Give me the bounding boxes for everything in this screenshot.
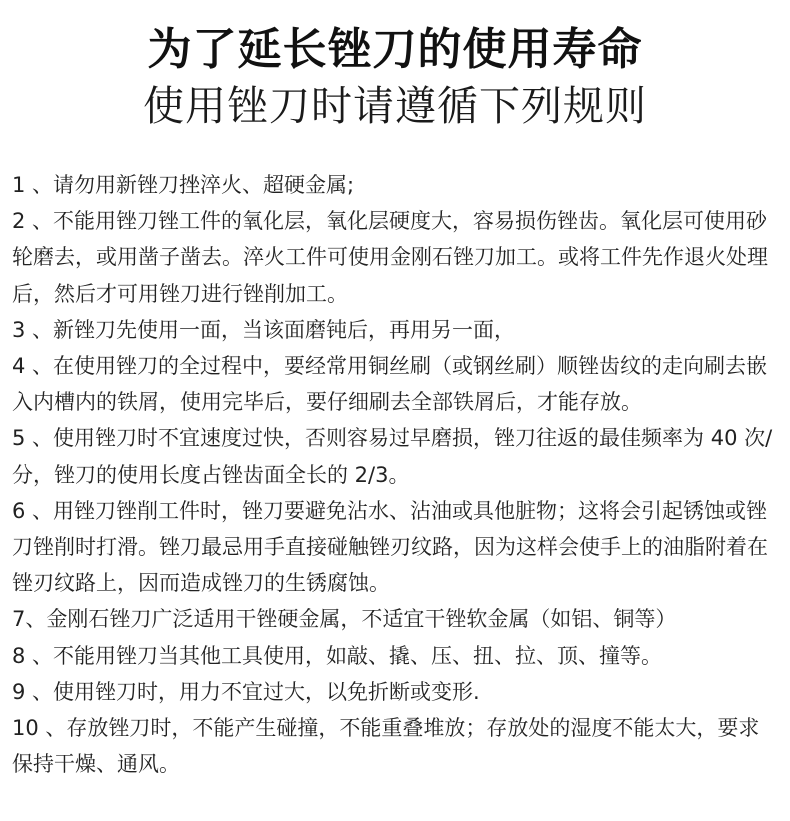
rule-item-7: 7、金刚石锉刀广泛适用干锉硬金属，不适宜干锉软金属（如铝、铜等） [12,607,677,632]
rule-item-3: 3 、新锉刀先使用一面，当该面磨钝后，再用另一面， [12,317,516,342]
page-title: 为了延长锉刀的使用寿命 [147,24,643,75]
rule-item-6: 6 、用锉刀锉削工件时，锉刀要避免沾水、沾油或具他脏物；这将会引起锈蚀或锉刀锉削时打滑。锉刀最忌用手直接碰触锉刃纹路，因为这样会使手上的油脂附着在锉刃纹路上，因而造成锉刀的生锈腐蚀。 [12,498,768,596]
rule-item-10: 10 、存放锉刀时，不能产生碰撞，不能重叠堆放；存放处的湿度不能太大，要求保持干燥、通风。 [12,716,760,777]
rule-item-1: 1 、请勿用新锉刀挫淬火、超硬金属; [12,173,355,197]
rule-item-9: 9 、使用锉刀时，用力不宜过大，以免折断或变形. [12,679,480,704]
rule-item-8: 8 、不能用锉刀当其他工具使用，如敲、撬、压、扭、拉、顶、撞等。 [12,643,663,668]
rule-item-4: 4 、在使用锉刀的全过程中，要经常用铜丝刷（或钢丝刷）顺锉齿纹的走向刷去嵌入内槽内的铁屑，使用完毕后，要仔细刷去全部铁屑后，才能存放。 [12,354,768,415]
rules-list [12,167,780,782]
page-subtitle: 使用锉刀时请遵循下列规则 [143,82,647,130]
rule-item-5: 5 、使用锉刀时不宜速度过快，否则容易过早磨损，锉刀往返的最佳频率为 40 次/分，锉刀的使用长度占锉齿面全长的 2/3。 [12,426,773,487]
rule-item-2: 2 、不能用锉刀锉工件的氧化层，氧化层硬度大，容易损伤锉齿。氧化层可使用砂轮磨去，或用凿子凿去。淬火工件可使用金刚石锉刀加工。或将工件先作退火处理后，然后才可用锉刀进行锉削加工。 [12,209,768,306]
